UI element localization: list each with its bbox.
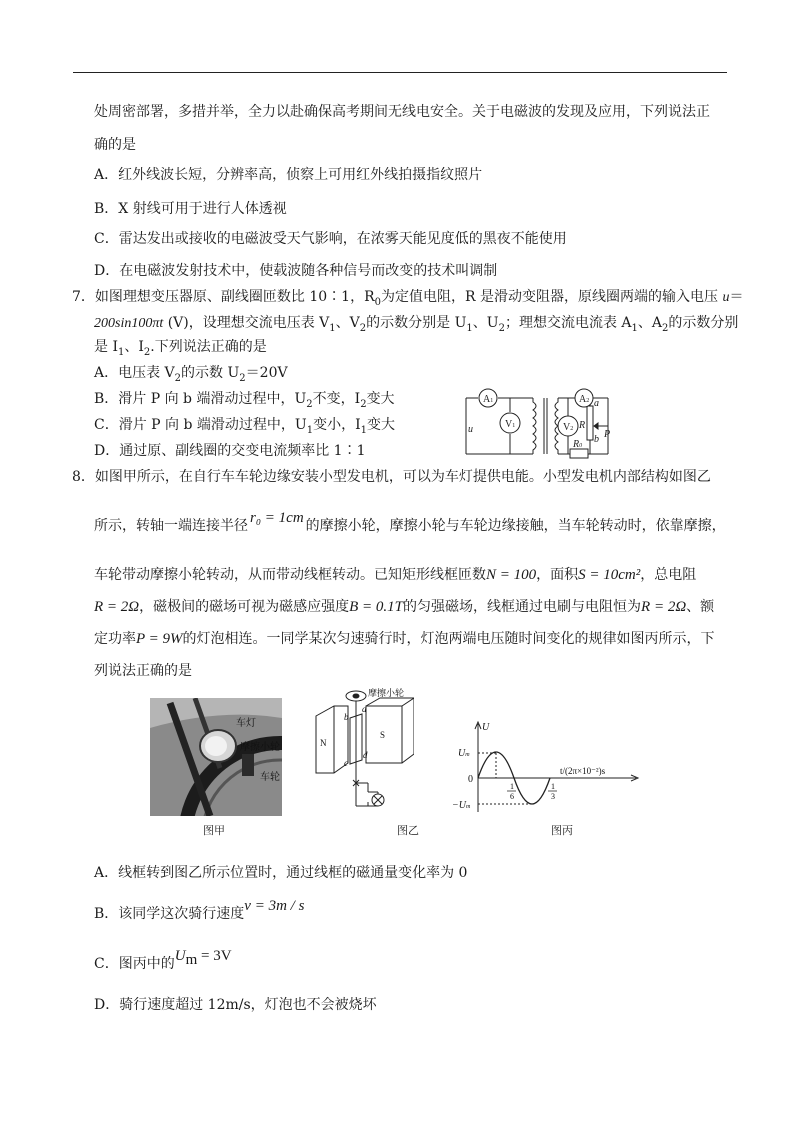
- fig-yi-n-label: N: [320, 738, 327, 748]
- q7-line-3: 是 $I_1$、$I_2$.下列说法正确的是: [94, 339, 267, 358]
- fig-jia-lamp-label: 车灯: [236, 718, 256, 729]
- q8-line-1: 8．如图甲所示，在自行车车轮边缘安装小型发电机，可以为车灯提供电能。小型发电机内部结构如图乙: [72, 469, 711, 485]
- resistor-r0-label: R0: [573, 439, 583, 450]
- voltmeter-1-label: V1: [505, 419, 516, 430]
- voltmeter-2-label: V2: [563, 422, 574, 433]
- fig-bing-third-num: 1: [551, 782, 555, 791]
- q8-option-d: D．骑行速度超过 12m/s，灯泡也不会被烧坏: [94, 997, 377, 1013]
- q6-option-a: A．红外线波长短，分辨率高，侦察上可用红外线拍摄指纹照片: [94, 167, 483, 183]
- fig-jia-caption: 图甲: [203, 824, 225, 837]
- ammeter-2-label: A2: [579, 394, 590, 405]
- q7-option-d: D．通过原、副线圈的交变电流频率比 1∶1: [94, 443, 366, 459]
- fig-bing-um: Um: [458, 748, 470, 759]
- q8-line-5: 定功率P = 9W的灯泡相连。一同学某次匀速骑行时，灯泡两端电压随时间变化的规律如图丙所示，下: [94, 631, 715, 647]
- fig-bing-sixth-num: 1: [510, 782, 514, 791]
- figure-bing-voltage-graph: [446, 716, 646, 816]
- q7-option-b: B．滑片 P 向 b 端滑动过程中，$U_2$不变，$I_2$变大: [94, 391, 395, 410]
- fig-bing-sixth-den: 6: [510, 792, 514, 801]
- fig-yi-b-label: b: [344, 712, 349, 722]
- input-u-label: u: [468, 424, 473, 435]
- figure-jia-bicycle: [150, 698, 282, 816]
- fig-jia-wheel-label: 车轮: [260, 772, 280, 783]
- fig-bing-caption: 图丙: [551, 824, 573, 837]
- terminal-a-label: a: [594, 398, 599, 409]
- q8-option-a: A．线框转到图乙所示位置时，通过线框的磁通量变化率为 0: [94, 865, 468, 881]
- intro-line-1: 处周密部署，多措并举，全力以赴确保高考期间无线电安全。关于电磁波的发现及应用，下列说法正: [94, 104, 710, 120]
- q8-option-c: C．图丙中的$U_m = 3V$: [94, 948, 232, 972]
- fig-bing-neg-um: −Um: [452, 800, 471, 811]
- fig-yi-d-label: d: [363, 750, 368, 760]
- rheostat-r-label: R: [579, 420, 586, 431]
- fig-jia-small-wheel-label: 摩擦小轮: [240, 742, 280, 753]
- q8-line-6: 列说法正确的是: [94, 663, 192, 679]
- fig-bing-third-den: 3: [551, 792, 555, 801]
- header-rule: [73, 72, 727, 73]
- intro-line-2: 确的是: [94, 137, 136, 153]
- q8-line-3: 车轮带动摩擦小轮转动，从而带动线框转动。已知矩形线框匝数N = 100，面积S = 10cm²，总电阻: [94, 567, 697, 583]
- fig-bing-zero: 0: [468, 774, 473, 785]
- q8-line-4: R = 2Ω，磁极间的磁场可视为磁感应强度B = 0.1T的匀强磁场，线框通过电刷与电阻恒为R = 2Ω、额: [94, 599, 715, 615]
- q7-option-c: C．滑片 P 向 b 端滑动过程中，$U_1$变小，$I_1$变大: [94, 417, 395, 436]
- fig-yi-caption: 图乙: [397, 824, 419, 837]
- q7-option-a: A．电压表 $V_2$的示数 $U_2=20V$: [94, 365, 288, 384]
- q8-option-b: B．该同学这次骑行速度v = 3m / s: [94, 898, 305, 922]
- q7-circuit-diagram: [458, 384, 618, 466]
- ammeter-1-label: A1: [483, 394, 494, 405]
- fig-bing-t-axis: t/(2π×10⁻²)s: [560, 766, 606, 776]
- terminal-b-label: b: [594, 434, 599, 445]
- fig-bing-u-axis: U: [482, 722, 490, 733]
- q7-line-2: 200sin100πt (V)，设理想交流电压表 $V_1$、$V_2$的示数分别是 $U_1$、$U_2$；理想交流电流表 $A_1$、$A_2$的示数分别: [94, 315, 739, 334]
- fig-yi-wheel-label: 摩擦小轮: [368, 689, 405, 699]
- fig-yi-s-label: S: [380, 730, 386, 740]
- figure-yi-generator: [306, 688, 414, 816]
- q8-line-2: 所示，转轴一端连接半径 r₀ = 1cm 的摩擦小轮，摩擦小轮与车轮边缘接触，当车轮转动时，依靠摩擦，: [94, 510, 726, 534]
- q6-option-c: C．雷达发出或接收的电磁波受天气影响，在浓雾天能见度低的黑夜不能使用: [94, 231, 567, 247]
- q6-option-b: B．X 射线可用于进行人体透视: [94, 201, 287, 217]
- fig-yi-c-label: c: [344, 758, 348, 768]
- q7-line-1: 7．如图理想变压器原、副线圈匝数比 10∶1，$R_0$为定值电阻，R 是滑动变阻器，原线圈两端的输入电压 u＝: [72, 289, 744, 308]
- slider-p-label: P: [604, 429, 611, 440]
- fig-yi-a-label: a: [362, 704, 367, 714]
- q6-option-d: D．在电磁波发射技术中，使载波随各种信号而改变的技术叫调制: [94, 263, 498, 279]
